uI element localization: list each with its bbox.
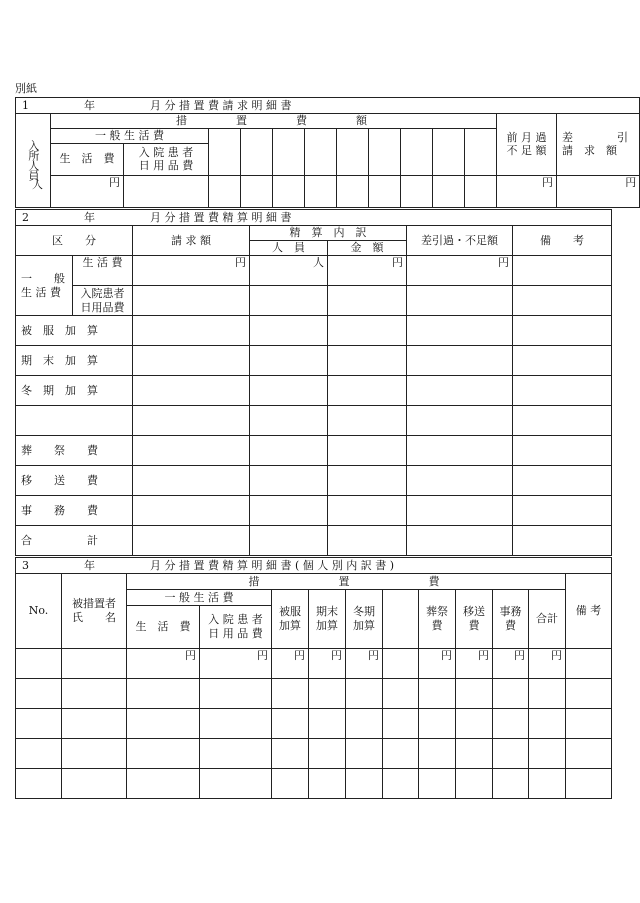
seikatsuhi-header: 生 活 費 (51, 143, 124, 175)
nyusho-jinin-header: 入所人員 (16, 114, 51, 208)
sosaihi-label: 葬 祭 費 (16, 436, 133, 466)
unit-en-cell: 円 (557, 175, 640, 207)
kimatsu-kasan-header: 期末 加算 (309, 590, 346, 649)
section2-title: 2 年 月 分 措 置 費 精 算 明 細 書 (16, 210, 612, 226)
unit-en-cell: 円 (529, 649, 566, 679)
hisochisha-header: 被措置者 氏 名 (62, 574, 127, 649)
sochihi-header: 措 置 費 (127, 574, 566, 590)
kimatsu-kasan-label: 期 末 加 算 (16, 346, 133, 376)
sabiki-header: 差引過・不足額 (407, 226, 513, 256)
jimuhi-header: 事務 費 (493, 590, 529, 649)
seikatsuhi-header: 生 活 費 (127, 606, 200, 649)
no-header: No. (16, 574, 62, 649)
unit-en-cell: 円 (407, 256, 513, 286)
unit-en-cell: 円 (346, 649, 383, 679)
section3-table (15, 557, 612, 799)
unit-en-cell: 円 (493, 649, 529, 679)
sashihiki-header: 差 引 請 求 額 (557, 114, 640, 176)
unit-en-cell: 円 (51, 175, 124, 207)
section1-title: 1 年 月 分 措 置 費 請 求 明 細 書 (16, 98, 640, 114)
biko-header: 備 考 (566, 574, 612, 649)
kingaku-header: 金 額 (328, 241, 407, 256)
ippan-seikatsuhi-header: 一 般 生 活 費 (51, 129, 209, 144)
jinin-header: 人 員 (250, 241, 328, 256)
unit-en-cell: 円 (127, 649, 200, 679)
section3-title: 3 年 月 分 措 置 費 精 算 明 細 書 ( 個 人 別 内 訳 書 ) (16, 558, 612, 574)
nyuin-nichiyohi-label: 入院患者 日用品費 (73, 286, 133, 316)
unit-en-cell: 円 (272, 649, 309, 679)
unit-en-cell: 円 (328, 256, 407, 286)
gokei-header: 合計 (529, 590, 566, 649)
unit-nin-label: 人 (32, 178, 43, 191)
seikyu-header: 請 求 額 (133, 226, 250, 256)
ippan-seikatsuhi-header: 一 般 生 活 費 (127, 590, 272, 606)
nyuin-nichiyohi-header: 入 院 患 者 日 用 品 費 (124, 143, 209, 175)
sochihi-gaku-header: 措 置 費 額 (51, 114, 497, 129)
unit-en-cell: 円 (456, 649, 493, 679)
seisan-uchiwake-header: 精 算 内 訳 (250, 226, 407, 241)
section1-table (15, 97, 640, 208)
isohi-label: 移 送 費 (16, 466, 133, 496)
sosaihi-header: 葬祭 費 (419, 590, 456, 649)
gokei-label: 合 計 (16, 526, 133, 556)
kubun-header: 区 分 (16, 226, 133, 256)
nyuin-nichiyohi-header: 入 院 患 者 日 用 品 費 (200, 606, 272, 649)
page-label: 別紙 (15, 82, 37, 95)
section2-table (15, 209, 612, 556)
toki-kasan-header: 冬期 加算 (346, 590, 383, 649)
biko-header: 備 考 (513, 226, 612, 256)
toki-kasan-label: 冬 期 加 算 (16, 376, 133, 406)
unit-nin-cell: 人 (250, 256, 328, 286)
hifuku-kasan-label: 被 服 加 算 (16, 316, 133, 346)
unit-en-cell: 円 (133, 256, 250, 286)
jimuhi-label: 事 務 費 (16, 496, 133, 526)
unit-en-cell: 円 (200, 649, 272, 679)
unit-en-cell: 円 (309, 649, 346, 679)
unit-en-cell: 円 (497, 175, 557, 207)
seikatsuhi-label: 生 活 費 (73, 256, 133, 286)
zengetsu-header: 前 月 過 不 足 額 (497, 114, 557, 176)
hifuku-kasan-header: 被服 加算 (272, 590, 309, 649)
ippan-seikatsuhi-label: 一 般 生 活 費 (16, 256, 73, 316)
isohi-header: 移送 費 (456, 590, 493, 649)
unit-en-cell: 円 (419, 649, 456, 679)
